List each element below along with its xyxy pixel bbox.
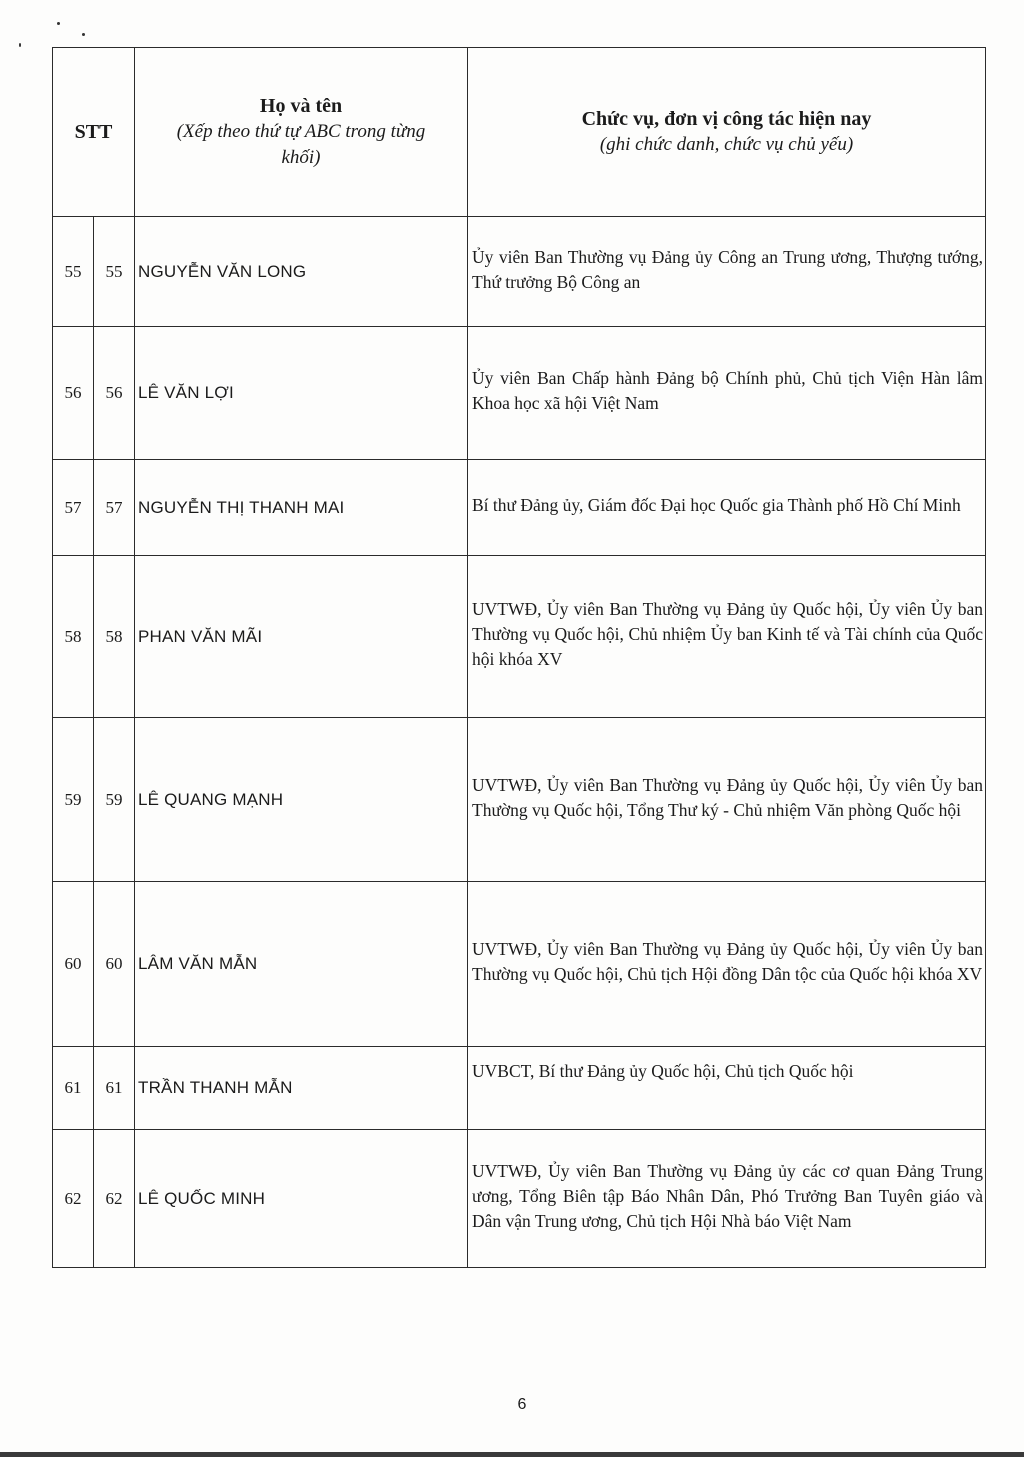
header-name-title: Họ và tên (259, 95, 343, 117)
stt-cell: 56 (94, 327, 135, 460)
stt-cell: 60 (94, 882, 135, 1047)
table-row (53, 327, 986, 460)
stt-cell: 55 (94, 217, 135, 327)
scan-speck (82, 33, 85, 36)
header-name-note: (Xếp theo thứ tự ABC trong từng khối) (176, 121, 426, 168)
table-row (53, 217, 986, 327)
header-position-title: Chức vụ, đơn vị công tác hiện nay (581, 108, 872, 130)
scan-speck (57, 22, 60, 25)
table-row (53, 718, 986, 882)
stt-group-cell: 57 (53, 460, 94, 556)
scan-speck (19, 43, 21, 47)
position-cell: UVTWĐ, Ủy viên Ban Thường vụ Đảng ủy Quốc hội, Ủy viên Ủy ban Thường vụ Quốc hội, Tổng Thư ký - Chủ nhiệm Văn phòng Quốc hội (468, 718, 986, 882)
header-name (135, 48, 468, 217)
position-cell: Ủy viên Ban Chấp hành Đảng bộ Chính phủ, Chủ tịch Viện Hàn lâm Khoa học xã hội Việt Nam (468, 327, 986, 460)
page-number: 6 (517, 1396, 527, 1413)
name-cell: LÂM VĂN MẪN (135, 882, 468, 1047)
position-cell: UVBCT, Bí thư Đảng ủy Quốc hội, Chủ tịch Quốc hội (468, 1047, 986, 1130)
name-cell: TRẦN THANH MẪN (135, 1047, 468, 1130)
table-row (53, 882, 986, 1047)
table-row (53, 460, 986, 556)
stt-group-cell: 58 (53, 556, 94, 718)
stt-cell: 59 (94, 718, 135, 882)
stt-group-cell: 61 (53, 1047, 94, 1130)
candidate-table (52, 47, 986, 1268)
name-cell: LÊ QUỐC MINH (135, 1130, 468, 1268)
position-cell: UVTWĐ, Ủy viên Ban Thường vụ Đảng ủy Quốc hội, Ủy viên Ủy ban Thường vụ Quốc hội, Chủ nhiệm Ủy ban Kinh tế và Tài chính của Quốc hội khóa XV (468, 556, 986, 718)
name-cell: NGUYỄN VĂN LONG (135, 217, 468, 327)
table-row (53, 556, 986, 718)
header-position-note: (ghi chức danh, chức vụ chủ yếu) (599, 134, 854, 155)
header-stt: STT (53, 48, 135, 217)
stt-cell: 58 (94, 556, 135, 718)
table-row (53, 1047, 986, 1130)
position-cell: Ủy viên Ban Thường vụ Đảng ủy Công an Trung ương, Thượng tướng, Thứ trưởng Bộ Công an (468, 217, 986, 327)
name-cell: LÊ QUANG MẠNH (135, 718, 468, 882)
position-cell: Bí thư Đảng ủy, Giám đốc Đại học Quốc gia Thành phố Hồ Chí Minh (468, 460, 986, 556)
table-row (53, 1130, 986, 1268)
name-cell: LÊ VĂN LỢI (135, 327, 468, 460)
scan-bottom-edge (0, 1452, 1024, 1457)
stt-cell: 57 (94, 460, 135, 556)
name-cell: NGUYỄN THỊ THANH MAI (135, 460, 468, 556)
stt-group-cell: 62 (53, 1130, 94, 1268)
position-cell: UVTWĐ, Ủy viên Ban Thường vụ Đảng ủy Quốc hội, Ủy viên Ủy ban Thường vụ Quốc hội, Chủ tịch Hội đồng Dân tộc của Quốc hội khóa XV (468, 882, 986, 1047)
stt-group-cell: 60 (53, 882, 94, 1047)
header-position (468, 48, 986, 217)
table-header-row (53, 48, 986, 217)
stt-group-cell: 59 (53, 718, 94, 882)
stt-cell: 61 (94, 1047, 135, 1130)
stt-group-cell: 56 (53, 327, 94, 460)
name-cell: PHAN VĂN MÃI (135, 556, 468, 718)
stt-group-cell: 55 (53, 217, 94, 327)
stt-cell: 62 (94, 1130, 135, 1268)
position-cell: UVTWĐ, Ủy viên Ban Thường vụ Đảng ủy các cơ quan Đảng Trung ương, Tổng Biên tập Báo Nhân Dân, Phó Trưởng Ban Tuyên giáo và Dân vận Trung ương, Chủ tịch Hội Nhà báo Việt Nam (468, 1130, 986, 1268)
